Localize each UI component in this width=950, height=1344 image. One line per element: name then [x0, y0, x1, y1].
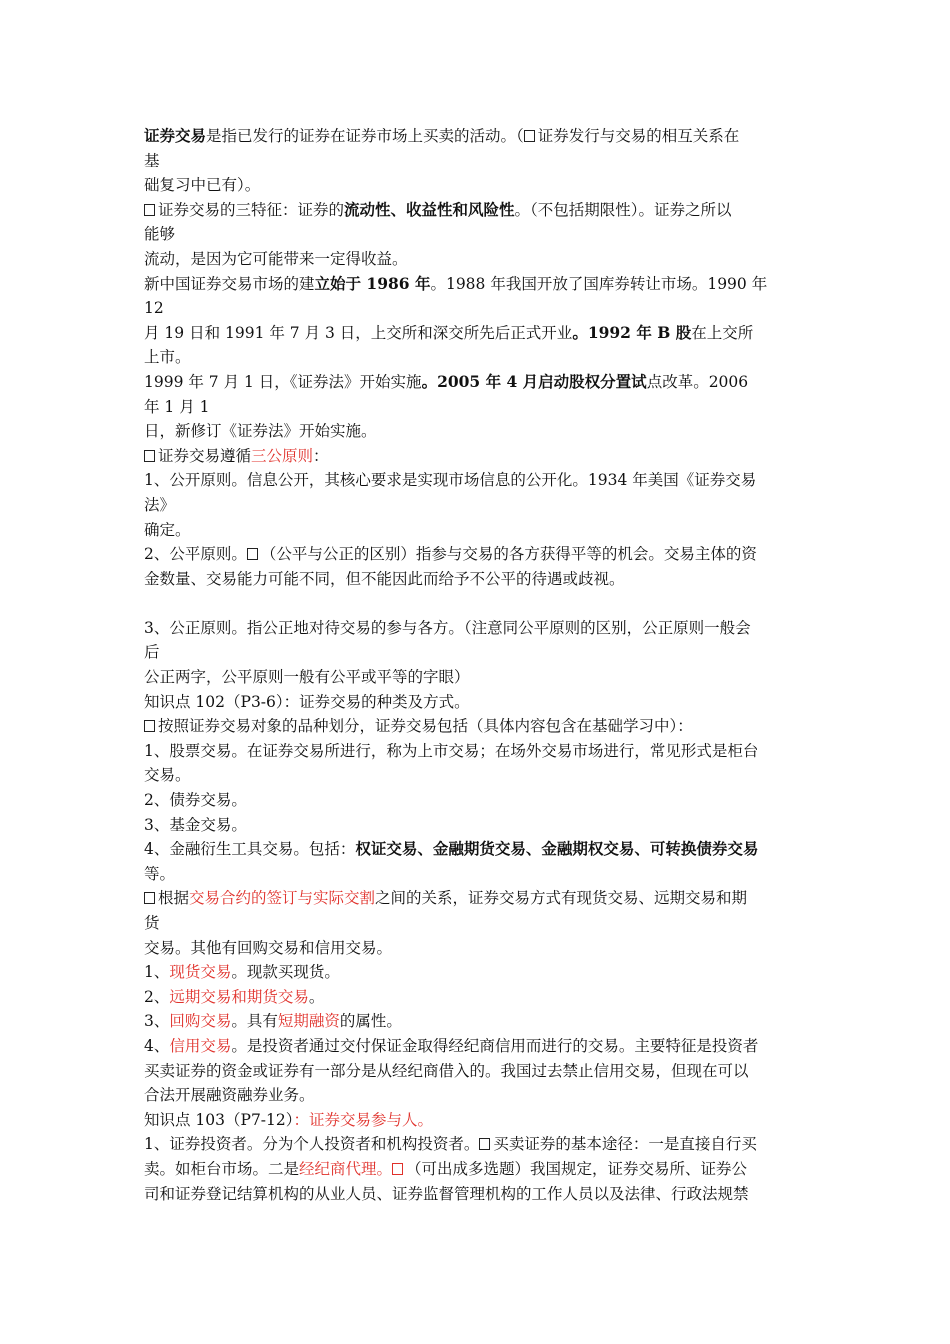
highlight-text: 交易合约的签订与实际交割: [189, 889, 376, 908]
text-segment: 合法开展融资融券业务。: [144, 1086, 315, 1105]
text-segment: 。具有: [231, 1012, 278, 1031]
text-line: [144, 911, 816, 936]
text-segment: 法》: [144, 495, 176, 514]
text-line: [144, 345, 816, 370]
text-segment: 4、: [144, 1036, 170, 1055]
text-segment: 交易。: [144, 766, 191, 785]
text-line: [144, 419, 816, 444]
checkbox-glyph-icon: [392, 1163, 403, 1175]
text-line: [144, 739, 816, 764]
text-segment: 12: [144, 299, 164, 318]
text-segment: 3、: [144, 1012, 170, 1031]
highlight-text: 三公原则: [251, 446, 314, 465]
text-segment: 是指已发行的证券在证券市场上买卖的活动。（: [206, 127, 524, 145]
text-segment: 2、: [144, 987, 170, 1006]
text-segment: （可出成多选题）我国规定，证券交易所、证券公: [406, 1159, 748, 1178]
text-segment: 。: [308, 987, 325, 1006]
bold-text: 流动性、收益性和风险性: [344, 199, 515, 219]
highlight-text: 信用交易: [169, 1036, 232, 1055]
text-line: [144, 960, 816, 985]
text-segment: 1、公开原则。信息公开，其核心要求是实现市场信息的公开化。1934 年美国《证券交易: [144, 471, 757, 490]
text-segment: 确定。: [144, 520, 191, 539]
text-line: [144, 1157, 816, 1182]
text-line: [144, 616, 816, 641]
highlight-text: 经纪商代理。: [299, 1159, 393, 1178]
text-segment: ：: [313, 446, 329, 465]
text-line: [144, 1083, 816, 1108]
text-line: [144, 985, 816, 1010]
highlight-text: 现货交易: [169, 963, 232, 982]
text-segment: 卖。如柜台市场。二是: [144, 1159, 300, 1178]
text-line: [144, 247, 816, 272]
text-line: [144, 272, 816, 297]
text-segment: 知识点 103（P7-12）: [144, 1110, 294, 1129]
text-line: [144, 591, 816, 616]
text-segment: 3、基金交易。: [144, 815, 247, 834]
text-line: [144, 690, 816, 715]
text-segment: 4、金融衍生工具交易。包括：: [144, 840, 356, 859]
text-line: [144, 1009, 816, 1034]
text-line: [144, 296, 816, 321]
checkbox-glyph-icon: [144, 450, 155, 462]
text-segment: 2、公平原则。: [144, 545, 247, 564]
document-body: [144, 124, 816, 1206]
text-segment: 证券发行与交易的相互关系在: [537, 127, 740, 145]
text-segment: 买卖证券的基本途径：一是直接自行买: [493, 1135, 757, 1154]
text-segment: 础复习中已有）。: [144, 176, 261, 195]
checkbox-glyph-icon: [479, 1138, 490, 1150]
bold-text: 。1992 年 B 股: [572, 322, 692, 342]
text-segment: 证券交易遵循: [158, 446, 252, 465]
text-segment: 2、债券交易。: [144, 791, 247, 810]
highlight-text: 回购交易: [169, 1012, 232, 1031]
checkbox-glyph-icon: [524, 130, 535, 142]
text-segment: 点改革。2006: [646, 372, 749, 391]
bold-text: 立始于 1986 年: [314, 273, 431, 293]
text-line: [144, 124, 816, 149]
bold-text: 权证交易、金融期货交易、金融期权交易、可转换债券交易: [355, 839, 759, 859]
text-segment: 基: [144, 151, 160, 170]
text-segment: 流动，是因为它可能带来一定得收益。: [144, 249, 408, 268]
text-segment: （公平与公正的区别）指参与交易的各方获得平等的机会。交易主体的资: [260, 545, 757, 564]
text-line: [144, 173, 816, 198]
text-line: [144, 493, 816, 518]
text-segment: 公正两字，公平原则一般有公平或平等的字眼）: [144, 668, 470, 687]
text-segment: 买卖证券的资金或证券有一部分是从经纪商借入的。我国过去禁止信用交易，但现在可以: [144, 1061, 749, 1080]
text-segment: 金数量、交易能力可能不同，但不能因此而给予不公平的待遇或歧视。: [144, 569, 625, 588]
text-line: [144, 665, 816, 690]
text-segment: 1、: [144, 963, 170, 982]
checkbox-glyph-icon: [144, 204, 155, 216]
text-line: [144, 222, 816, 247]
checkbox-glyph-icon: [144, 892, 155, 904]
highlight-text: 短期融资: [277, 1012, 340, 1031]
text-segment: 。1988 年我国开放了国库券转让市场。1990 年: [430, 274, 768, 293]
text-segment: 货: [144, 914, 160, 932]
text-segment: 能够: [144, 225, 176, 244]
text-segment: 在上交所: [691, 323, 754, 342]
text-line: [144, 149, 816, 174]
text-segment: 月 19 日和 1991 年 7 月 3 日，上交所和深交所先后正式开业: [144, 323, 573, 342]
highlight-text: ：证券交易参与人。: [293, 1110, 434, 1129]
text-segment: 上市。: [144, 348, 191, 367]
text-segment: 司和证券登记结算机构的从业人员、证券监督管理机构的工作人员以及法律、行政法规禁: [144, 1184, 749, 1203]
text-line: [144, 1108, 816, 1133]
text-line: [144, 788, 816, 813]
text-segment: 等。: [144, 864, 176, 883]
text-segment: 的属性。: [339, 1012, 402, 1031]
text-line: [144, 837, 816, 862]
text-line: [144, 886, 816, 911]
text-line: [144, 567, 816, 592]
text-line: [144, 1059, 816, 1084]
text-line: [144, 936, 816, 961]
text-line: [144, 395, 816, 420]
text-segment: 新中国证券交易市场的建: [144, 274, 315, 293]
text-segment: 后: [144, 643, 160, 662]
text-segment: 。现款买现货。: [231, 963, 340, 982]
text-segment: 日，新修订《证券法》开始实施。: [144, 422, 377, 441]
text-line: [144, 518, 816, 543]
text-line: [144, 813, 816, 838]
text-segment: 年 1 月 1: [144, 397, 210, 416]
text-line: [144, 714, 816, 739]
checkbox-glyph-icon: [247, 548, 258, 560]
text-segment: 1、证券投资者。分为个人投资者和机构投资者。: [144, 1135, 480, 1154]
text-line: [144, 763, 816, 788]
bold-text: 。2005 年 4 月启动股权分置试: [421, 371, 647, 391]
text-line: [144, 1182, 816, 1207]
text-line: [144, 542, 816, 567]
text-segment: 3、公正原则。指公正地对待交易的参与各方。（注意同公平原则的区别，公正原则一般会: [144, 618, 751, 637]
highlight-text: 远期交易和期货交易: [169, 987, 309, 1006]
text-segment: 。（不包括期限性）。证券之所以: [514, 200, 732, 219]
text-line: [144, 1132, 816, 1157]
text-segment: 之间的关系，证券交易方式有现货交易、远期交易和期: [375, 889, 748, 908]
text-segment: 。是投资者通过交付保证金取得经纪商信用而进行的交易。主要特征是投资者: [231, 1036, 759, 1055]
text-segment: 知识点 102（P3-6）：证券交易的种类及方式。: [144, 692, 470, 711]
text-line: [144, 640, 816, 665]
checkbox-glyph-icon: [144, 720, 155, 732]
text-line: [144, 444, 816, 469]
bold-text: 证券交易: [144, 126, 207, 145]
text-segment: 1999 年 7 月 1 日，《证券法》开始实施: [144, 372, 422, 391]
text-segment: 证券交易的三特征：证券的: [158, 200, 345, 219]
text-segment: 根据: [158, 889, 190, 908]
text-line: [144, 862, 816, 887]
text-line: [144, 468, 816, 493]
text-line: [144, 198, 816, 223]
text-segment: 按照证券交易对象的品种划分，证券交易包括（具体内容包含在基础学习中）：: [158, 717, 693, 736]
text-segment: 交易。其他有回购交易和信用交易。: [144, 938, 393, 957]
text-line: [144, 1034, 816, 1059]
text-segment: 1、股票交易。在证券交易所进行，称为上市交易；在场外交易市场进行，常见形式是柜台: [144, 741, 759, 760]
text-line: [144, 370, 816, 395]
text-line: [144, 321, 816, 346]
